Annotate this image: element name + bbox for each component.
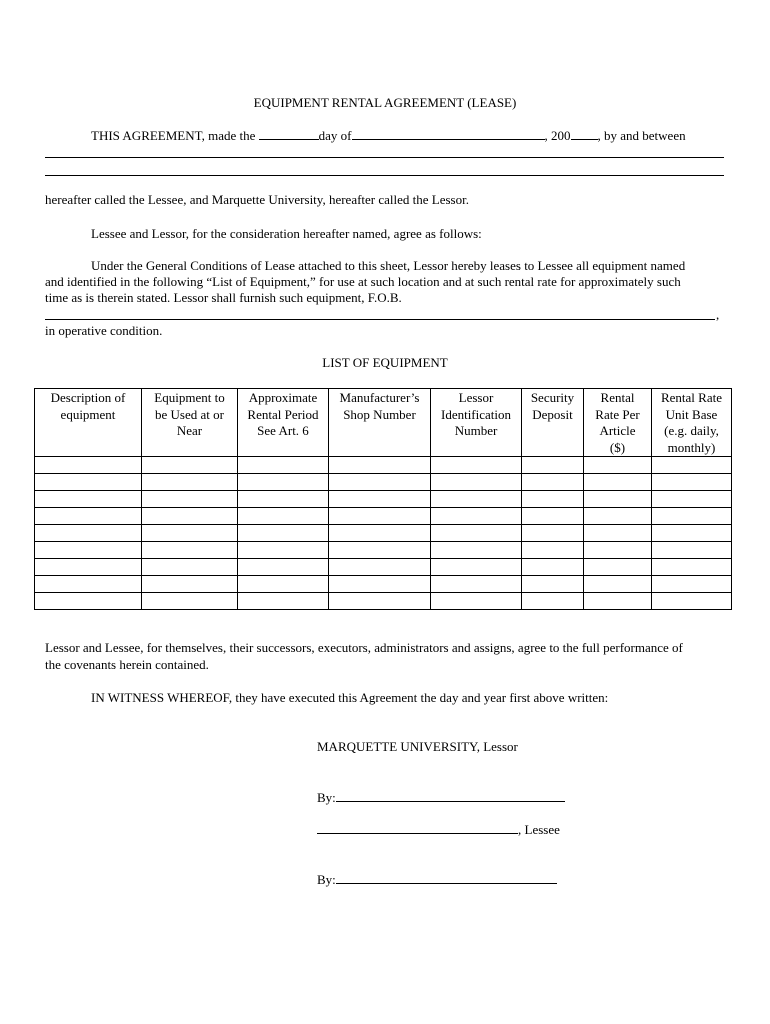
- table-cell[interactable]: [329, 593, 431, 610]
- witness-statement: IN WITNESS WHEREOF, they have executed this Agreement the day and year first above written:: [91, 690, 609, 705]
- table-cell[interactable]: [522, 559, 584, 576]
- intro-line: [91, 127, 686, 144]
- column-header-text: Article: [599, 423, 636, 438]
- column-header-1: [35, 389, 142, 457]
- table-cell[interactable]: [329, 457, 431, 474]
- table-cell[interactable]: [431, 457, 522, 474]
- table-cell[interactable]: [329, 559, 431, 576]
- column-header-text: Rental: [600, 390, 635, 405]
- table-cell[interactable]: [652, 542, 732, 559]
- table-cell[interactable]: [35, 474, 142, 491]
- column-header-text: Lessor: [458, 390, 494, 405]
- table-cell[interactable]: [238, 593, 329, 610]
- table-row: [35, 474, 732, 491]
- table-row: [35, 593, 732, 610]
- lessee-signature-blank[interactable]: [336, 871, 557, 884]
- column-header-text: Equipment to: [154, 390, 225, 405]
- day-blank[interactable]: [259, 127, 319, 140]
- column-header-8: [652, 389, 732, 457]
- conditions-line-1: Under the General Conditions of Lease attached to this sheet, Lessor hereby leases to Lessee all equipment named: [91, 258, 686, 273]
- table-cell[interactable]: [431, 491, 522, 508]
- document-title: EQUIPMENT RENTAL AGREEMENT (LEASE): [253, 95, 517, 110]
- table-cell[interactable]: [522, 457, 584, 474]
- fob-comma: ,: [716, 307, 720, 322]
- table-cell[interactable]: [142, 542, 238, 559]
- lessor-name: MARQUETTE UNIVERSITY, Lessor: [317, 739, 518, 754]
- table-cell[interactable]: [652, 576, 732, 593]
- table-cell[interactable]: [584, 542, 652, 559]
- table-cell[interactable]: [652, 525, 732, 542]
- column-header-text: (e.g. daily,: [664, 423, 719, 438]
- column-header-text: Shop Number: [343, 406, 416, 422]
- column-header-text: Approximate: [248, 390, 318, 405]
- column-header-text: Rental Period: [247, 406, 319, 422]
- table-cell[interactable]: [431, 474, 522, 491]
- column-header-text: Rate Per: [595, 406, 640, 422]
- column-header-2: [142, 389, 238, 457]
- column-header-3: [238, 389, 329, 457]
- column-header-5: [431, 389, 522, 457]
- table-cell[interactable]: [329, 576, 431, 593]
- table-row: [35, 491, 732, 508]
- column-header-text: Near: [176, 423, 203, 438]
- table-cell[interactable]: [238, 576, 329, 593]
- conditions-line-2: and identified in the following “List of Equipment,” for use at such location and at such rental rate for approximately such: [45, 274, 681, 289]
- table-row: [35, 576, 732, 593]
- table-cell[interactable]: [522, 593, 584, 610]
- table-cell[interactable]: [431, 559, 522, 576]
- table-cell[interactable]: [584, 593, 652, 610]
- intro-made-the: THIS AGREEMENT, made the: [91, 128, 256, 143]
- column-header-text: Security: [530, 390, 575, 405]
- column-header-text: Unit Base: [665, 406, 718, 422]
- table-cell[interactable]: [142, 474, 238, 491]
- table-row: [35, 508, 732, 525]
- table-cell[interactable]: [238, 491, 329, 508]
- table-cell[interactable]: [522, 508, 584, 525]
- intro-by-and-between: , by and between: [597, 128, 686, 143]
- lessee-suffix: , Lessee: [518, 822, 560, 837]
- table-cell[interactable]: [35, 457, 142, 474]
- table-cell[interactable]: [238, 474, 329, 491]
- column-header-4: [329, 389, 431, 457]
- fob-location-blank[interactable]: [45, 319, 715, 320]
- table-cell[interactable]: [142, 508, 238, 525]
- lessee-name-line: [317, 821, 560, 838]
- column-header-text: Number: [454, 423, 498, 438]
- table-cell[interactable]: [584, 559, 652, 576]
- intro-year-prefix: , 200: [544, 128, 571, 143]
- table-cell[interactable]: [652, 491, 732, 508]
- table-cell[interactable]: [329, 542, 431, 559]
- table-cell[interactable]: [522, 576, 584, 593]
- table-cell[interactable]: [431, 542, 522, 559]
- column-header-6: [522, 389, 584, 457]
- table-cell[interactable]: [142, 593, 238, 610]
- table-cell[interactable]: [35, 508, 142, 525]
- column-header-text: equipment: [60, 406, 116, 422]
- table-cell[interactable]: [522, 491, 584, 508]
- conditions-line-3: time as is therein stated. Lessor shall furnish such equipment, F.O.B.: [45, 290, 402, 305]
- table-row: [35, 542, 732, 559]
- equipment-table: [34, 388, 732, 610]
- table-cell[interactable]: [35, 559, 142, 576]
- table-cell[interactable]: [652, 457, 732, 474]
- table-cell[interactable]: [329, 508, 431, 525]
- table-cell[interactable]: [142, 457, 238, 474]
- table-row: [35, 559, 732, 576]
- table-row: [35, 457, 732, 474]
- intro-day-of: day of: [318, 128, 352, 143]
- equipment-table-header: [35, 389, 732, 457]
- column-header-text: Manufacturer’s: [339, 390, 420, 405]
- table-cell[interactable]: [431, 576, 522, 593]
- lessee-name-blank-2[interactable]: [45, 175, 724, 176]
- column-header-text: monthly): [667, 439, 716, 455]
- table-cell[interactable]: [431, 525, 522, 542]
- covenants-line-1: Lessor and Lessee, for themselves, their successors, executors, administrators and assigns, agree to the full performance of: [45, 640, 683, 655]
- lessee-name-blank[interactable]: [317, 821, 518, 834]
- table-cell[interactable]: [329, 491, 431, 508]
- table-cell[interactable]: [35, 576, 142, 593]
- lessor-signature-blank[interactable]: [336, 789, 565, 802]
- table-cell[interactable]: [652, 593, 732, 610]
- table-cell[interactable]: [584, 525, 652, 542]
- table-cell[interactable]: [142, 525, 238, 542]
- table-cell[interactable]: [35, 593, 142, 610]
- column-header-text: See Art. 6: [257, 423, 309, 438]
- lessee-definition: hereafter called the Lessee, and Marquette University, hereafter called the Lessor.: [45, 192, 469, 207]
- year-blank[interactable]: [571, 127, 598, 140]
- table-cell[interactable]: [329, 525, 431, 542]
- table-cell[interactable]: [238, 559, 329, 576]
- table-cell[interactable]: [238, 542, 329, 559]
- lessee-name-blank-1[interactable]: [45, 157, 724, 158]
- table-cell[interactable]: [584, 474, 652, 491]
- table-cell[interactable]: [584, 508, 652, 525]
- table-cell[interactable]: [584, 576, 652, 593]
- lessor-signature-line: [317, 789, 565, 806]
- by-label-2: By:: [317, 872, 336, 887]
- lessee-signature-line: [317, 871, 557, 888]
- table-row: [35, 525, 732, 542]
- month-blank[interactable]: [352, 127, 545, 140]
- table-cell[interactable]: [584, 457, 652, 474]
- table-cell[interactable]: [142, 576, 238, 593]
- conditions-line-4: in operative condition.: [45, 323, 163, 338]
- table-cell[interactable]: [142, 559, 238, 576]
- table-cell[interactable]: [35, 542, 142, 559]
- table-cell[interactable]: [522, 542, 584, 559]
- table-cell[interactable]: [431, 593, 522, 610]
- table-cell[interactable]: [238, 508, 329, 525]
- table-cell[interactable]: [431, 508, 522, 525]
- table-cell[interactable]: [584, 491, 652, 508]
- table-cell[interactable]: [238, 525, 329, 542]
- list-title: LIST OF EQUIPMENT: [322, 355, 448, 370]
- table-cell[interactable]: [238, 457, 329, 474]
- column-header-text: be Used at or: [155, 406, 224, 422]
- column-header-text: Identification: [440, 406, 512, 422]
- column-header-text: ($): [609, 439, 626, 455]
- column-header-text: Deposit: [532, 406, 573, 422]
- agree-statement: Lessee and Lessor, for the consideration hereafter named, agree as follows:: [91, 226, 482, 241]
- table-cell[interactable]: [35, 491, 142, 508]
- table-cell[interactable]: [652, 559, 732, 576]
- table-cell[interactable]: [652, 508, 732, 525]
- table-cell[interactable]: [329, 474, 431, 491]
- table-cell[interactable]: [652, 474, 732, 491]
- by-label-1: By:: [317, 790, 336, 805]
- column-header-text: Rental Rate: [660, 390, 722, 405]
- table-cell[interactable]: [522, 525, 584, 542]
- column-header-7: [584, 389, 652, 457]
- covenants-line-2: the covenants herein contained.: [45, 657, 209, 672]
- table-cell[interactable]: [142, 491, 238, 508]
- table-cell[interactable]: [35, 525, 142, 542]
- column-header-text: Description of: [50, 390, 126, 405]
- table-cell[interactable]: [522, 474, 584, 491]
